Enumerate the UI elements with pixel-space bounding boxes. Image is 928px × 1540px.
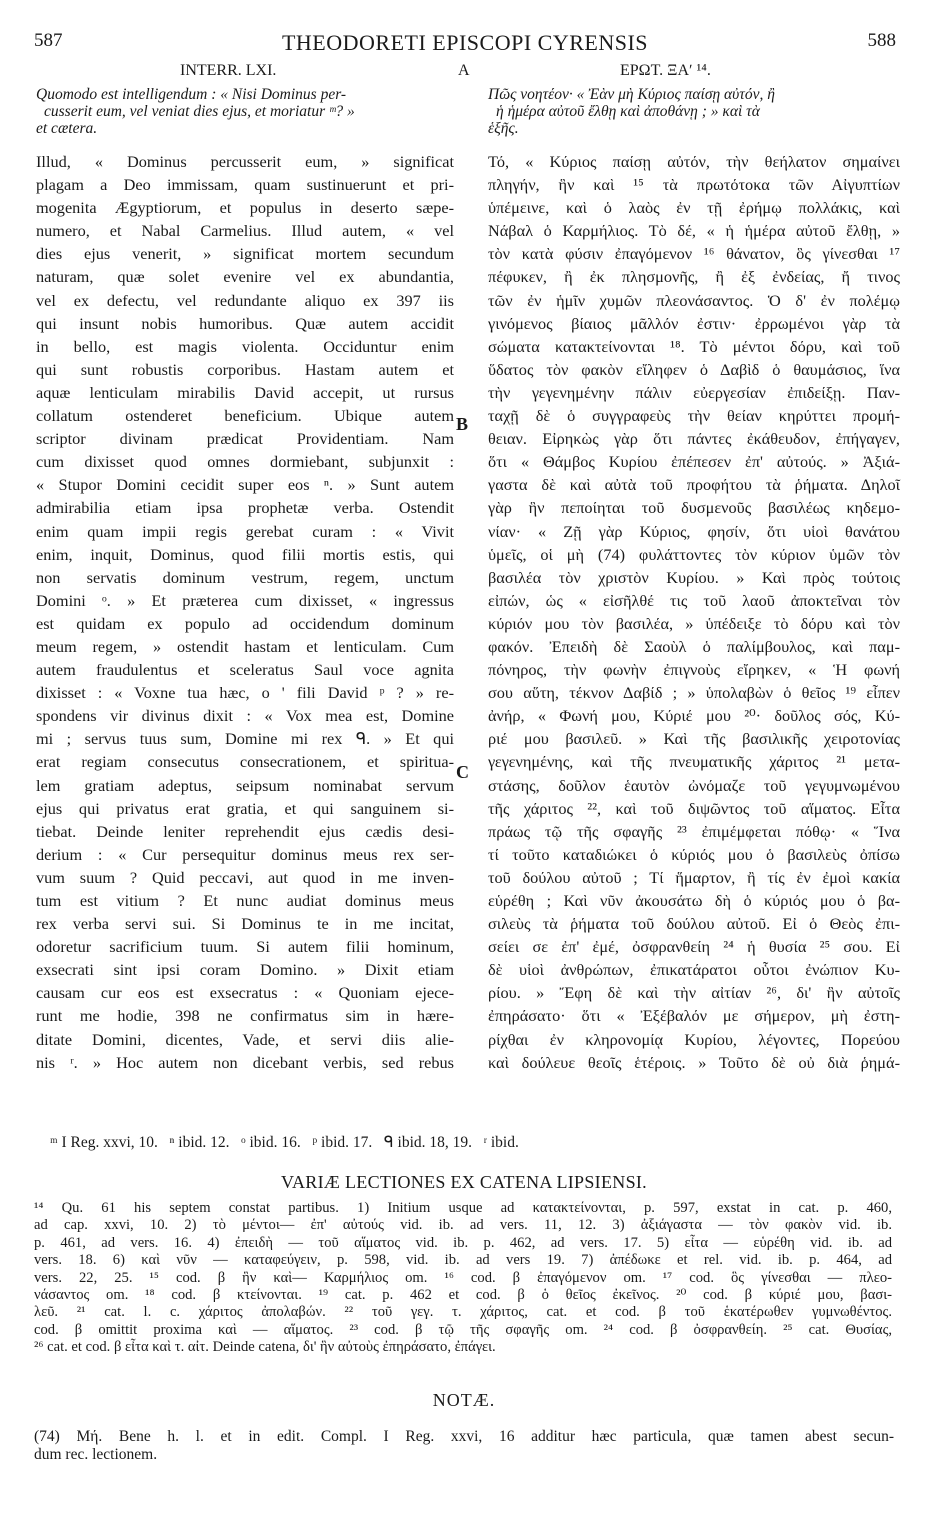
variant-line: vers. 18. 6) καὶ νῦν — καταφεύγειν, p. 598, vid. ib. ad vers 19. 7) ἀπέδωκε et rel. vid. ib. p. 464, ad	[34, 1252, 892, 1269]
left-text-line: numero, et Nabal Carmelius. Illud autem, « vel	[36, 221, 454, 241]
right-text-line: σου αὕτη, τέκνον Δαβίδ ; » ὑπολαβὼν ὁ θεῖος ¹⁹ εἶπεν	[488, 683, 900, 703]
left-question-heading: INTERR. LXI.	[180, 62, 277, 79]
note-line: dum rec. lectionem.	[34, 1446, 158, 1463]
left-text-line: qui insunt nobis humoribus. Quæ autem accidit	[36, 313, 454, 333]
right-column-text	[488, 150, 900, 1074]
left-text-line: tiebat. Deinde leniter reprehendit ejus cædis desi-	[36, 821, 454, 841]
left-text-line: mogenita Ægyptiorum, et populus in deserto sæpe-	[36, 198, 454, 218]
right-text-line: ὕδατος τὸν φακὸν εἴληφεν ὁ Δαβὶδ ὁ θαυμάσιος, ἵνα	[488, 359, 900, 379]
left-text-line: spondens vir divinus dixit : « Vox mea est, Domine	[36, 706, 454, 726]
right-text-line: πράως τῷ τῆς σφαγῆς ²³ ἐπιμέμφεται πόθῳ· « Ἵνα	[488, 821, 900, 841]
left-text-line: vum suum ? Quid peccavi, aut quod in me inven-	[36, 867, 454, 887]
left-text-line: enim quam impii regis gerebat curam : « Vivit	[36, 521, 454, 541]
right-text-line: εἰπών, ὡς « εἰσῆλθέ τις τοῦ λαοῦ ἀποκτεῖναι τὸν	[488, 590, 900, 610]
right-text-line: τὸν κατὰ φύσιν ἐπαγόμενον ¹⁶ θάνατον, ὃς γίνεσθαι ¹⁷	[488, 244, 900, 264]
left-text-line: nis ʳ. » Hoc autem non dicebant verbis, sed rebus	[36, 1052, 454, 1072]
left-text-line: ditate Domini, dicentes, Vade, et servi diis alie-	[36, 1029, 454, 1049]
left-text-line: autem fraudulentus et sceleratus Saul voce agnita	[36, 660, 454, 680]
left-text-line: runt me hodie, 398 ne confirmatus sim in hære-	[36, 1006, 454, 1026]
right-query-line: ἡ ἡμέρα αὐτοῦ ἔλθῃ καὶ ἀποθάνῃ ; » καὶ τὰ	[496, 103, 760, 120]
left-text-line: scriptor divinam prædicat Providentiam. Nam	[36, 429, 454, 449]
left-text-line: tum est vitium ? Et nunc audiat dominus meus	[36, 891, 454, 910]
right-text-line: καὶ δούλευε θεοῖς ἑτέροις. » Τοῦτο δὲ οὐ διὰ ῥημά-	[488, 1052, 900, 1072]
right-query	[488, 86, 900, 137]
right-text-line: εὑρέθη ; Καὶ νῦν ἀκουσάτω δὴ ὁ κύριός μου ὁ βα-	[488, 891, 900, 910]
left-text-line: est quidam ex populo ad occidendum dominum	[36, 613, 454, 633]
left-text-line: lem gratiam adeptus, seipsum nominabat servum	[36, 775, 454, 795]
left-text-line: dixisset : « Voxne tua hæc, o ' fili David ᵖ ? » re-	[36, 683, 454, 703]
left-text-line: mi ; servus tuus sum, Domine mi rex ᑫ. » Et qui	[36, 729, 454, 749]
column-marker-c: C	[456, 762, 469, 782]
right-text-line: τοῦ δούλου αὐτοῦ ; Τί ἥμαρτον, ἢ τίς ἐν ἐμοὶ κακία	[488, 867, 900, 887]
right-text-line: ὑπέμεινε, καὶ ὁ λαὸς ἐν τῇ ἐρήμῳ πολλάκις, καὶ	[488, 198, 900, 218]
right-text-line: ριέ μου βασιλεῦ. » Καὶ τῆς βασιλικῆς χειροτονίας	[488, 729, 900, 749]
left-text-line: dies ejus venerit, » significat mortem secundum	[36, 244, 454, 264]
variant-line: cod. β omittit proxima καὶ — αἵματος. ²³ cod. β τῷ τῆς σφαγῆς om. ²⁴ cod. β ὀσφρανθείη. ²⁵ cat. Θυσίας,	[34, 1321, 892, 1338]
right-text-line: ρίου. » Ἔφη δὲ καὶ τὴν αἰτίαν ²⁶, δι' ἣν αὐτοῖς	[488, 983, 900, 1003]
running-header	[34, 30, 896, 60]
variant-line: ¹⁴ Qu. 61 his septem constat partibus. 1) Initium usque ad κατακτείνονται, p. 597, exstat in cat. p. 460,	[34, 1200, 892, 1216]
right-text-line: νίαν· « Ζῇ γὰρ Κύριος, φησίν, ὅτι υἱοὶ θανάτου	[488, 521, 900, 541]
left-text-line: plagam a Deo immissam, quam sustinuerunt et pri-	[36, 175, 454, 195]
left-query-line: cusserit eum, vel veniat dies ejus, et moriatur ᵐ? »	[44, 103, 355, 120]
left-text-line: Domini ᵒ. » Et præterea cum dixisset, « ingressus	[36, 590, 454, 610]
right-query-line: Πῶς νοητέον· « Ἐὰν μὴ Κύριος παίσῃ αὐτόν, ἢ	[488, 86, 775, 103]
scripture-footnotes: ᵐ I Reg. xxvi, 10. ⁿ ibid. 12. ᵒ ibid. 16. ᵖ ibid. 17. ᑫ ibid. 18, 19. ʳ ibid.	[50, 1134, 519, 1151]
left-text-line: vel ex defectu, vel redundante aliquo ex 397 iis	[36, 290, 454, 310]
left-text-line: admirabilia etiam ipsa prophetæ verba. Ostendit	[36, 498, 454, 518]
right-text-line: γινόμενος βίαιος μᾶλλόν ἐστιν· ἐρρωμένοι γὰρ τὰ	[488, 313, 900, 333]
variant-line: νάσαντος om. ¹⁸ cod. β κτείνονται. ¹⁹ cat. p. 462 et cod. β ὁ θεῖος ἐκεῖνος. ²⁰ cod. β κύριέ μου, βασι-	[34, 1287, 892, 1304]
right-text-line: δὲ υἱοὶ ἀνθρώπων, ἐπικατάρατοι οὗτοι ἐνώπιον Κυ-	[488, 960, 900, 980]
right-text-line: θειαν. Εἰρηκὼς γὰρ ὅτι πάντες ἐκάθευδον, ἐπήγαγεν,	[488, 429, 900, 449]
right-text-line: τῶν ἐν ἡμῖν χυμῶν πλεονάσαντος. Ὁ δ' ἐν πολέμῳ	[488, 290, 900, 310]
right-text-line: γαστα δὲ καὶ αὐτὰ τοῦ προφήτου τὰ ῥήματα. Δηλοῖ	[488, 475, 900, 495]
right-text-line: κύριόν μου τὸν βασιλέα, » ὑπέδειξε τὸ δόρυ καὶ τὸν	[488, 613, 900, 633]
column-marker-b: B	[456, 414, 469, 434]
left-text-line: « Stupor Domini cecidit super eos ⁿ. » Sunt autem	[36, 475, 454, 495]
left-query-line: et cætera.	[36, 120, 98, 137]
right-text-line: φακόν. Ἐπειδὴ δὲ Σαοὺλ ὁ παλίμβουλος, καὶ παμ-	[488, 636, 900, 656]
right-text-line: ὑμεῖς, οἱ μὴ (74) φυλάττοντες τὸν κύριον ὑμῶν τὸν	[488, 544, 900, 564]
right-text-line: σείει σε ἐπ' ἐμέ, ὀσφρανθείη ²⁴ ἡ θυσία ²⁵ σου. Εἰ	[488, 937, 900, 957]
variant-line: p. 461, ad vers. 16. 4) ἐπειδὴ — τοῦ αἵματος vid. ib. p. 462, ad vers. 17. 5) εἶτα — εὑρέθη vid. ib. ad	[34, 1234, 892, 1251]
left-column-text	[36, 150, 454, 1074]
variae-lectiones-heading: VARIÆ LECTIONES EX CATENA LIPSIENSI.	[281, 1172, 647, 1192]
variant-line: ad cap. xxvi, 10. 2) τὸ μέντοι— ἐπ' αὐτούς vid. ib. ad vers. 11, 12. 3) ἀξιάγαστα — τὸν φακὸν vid. ib.	[34, 1217, 892, 1234]
left-text-line: meum regem, » ostendit hastam et lenticulam. Cum	[36, 636, 454, 656]
left-text-line: aquæ lenticulam mirabilis David accepit, ut rursus	[36, 382, 454, 402]
left-text-line: naturam, quæ solet evenire vel ex abundantia,	[36, 267, 454, 287]
right-text-line: τί τοῦτο καταδιώκει ὁ κύριός μου ὁ βασιλεὺς ὀπίσω	[488, 844, 900, 864]
left-text-line: odoretur sacrificium tuum. Si autem filii hominum,	[36, 937, 454, 957]
variant-line: vers. 22, 25. ¹⁵ cod. β ἣν καὶ— Καρμήλιος om. ¹⁶ cod. β ἐπαγόμενον om. ¹⁷ cod. ὃς γίνεσθαι — πλεο-	[34, 1269, 892, 1286]
variant-line: ²⁶ cat. et cod. β εἶτα καὶ τ. αἰτ. Deinde catena, δι' ἣν αὐτοὺς ἐπηράσατο, ἐπάγει.	[34, 1339, 496, 1356]
right-text-line: ρίχθαι ἐν κληρονομίᾳ Κυρίου, λέγοντες, Πορεύου	[488, 1029, 900, 1049]
left-query	[36, 86, 454, 137]
right-text-line: τῆς χάριτος ²², καὶ τοῦ διψῶντος τοῦ αἵματος. Εἶτα	[488, 798, 900, 818]
left-text-line: cum dixisset quod omnes dormiebant, subjunxit :	[36, 452, 454, 472]
left-text-line: erat regiam consecutus consecrationem, et spiritua-	[36, 752, 454, 772]
notae-heading: NOTÆ.	[432, 1390, 496, 1410]
column-marker-a: A	[458, 62, 470, 79]
right-text-line: σιλεὺς τὰ ῥήματα τοῦ δούλου αὐτοῦ. Εἰ ὁ Θεὸς ἐπι-	[488, 914, 900, 934]
right-question-heading: ΕΡΩΤ. ΞΑʹ ¹⁴.	[620, 62, 711, 79]
right-text-line: γεγενημένης, καὶ τῆς πνευματικῆς χάριτος ²¹ μετα-	[488, 752, 900, 772]
right-text-line: ἀνήρ, « Φωνή μου, Κύριέ μου ²⁰· δοῦλος σός, Κύ-	[488, 706, 900, 726]
notae-text	[34, 1428, 894, 1464]
variae-lectiones-text	[34, 1200, 892, 1357]
left-text-line: Illud, « Dominus percusserit eum, » significat	[36, 152, 454, 171]
right-text-line: πόνηρος, τὴν φωνὴν ἐπιγνοὺς εἴρηκεν, « Ἡ φωνή	[488, 660, 900, 680]
left-text-line: derium : « Cur persequitur dominus meus rex ser-	[36, 844, 454, 864]
left-text-line: collatum ostenderet beneficium. Ubique autem	[36, 406, 454, 426]
left-text-line: causam cur eos est exsecratus : « Quoniam ejece-	[36, 983, 454, 1003]
right-text-line: ἐπηράσατο· ὅτι « Ἐξέβαλόν με σήμερον, μὴ ἐστη-	[488, 1006, 900, 1026]
note-line: (74) Μή. Bene h. l. et in edit. Compl. I Reg. xxvi, 16 additur hæc particula, quæ tamen abest secun-	[34, 1428, 894, 1445]
left-text-line: non servatis dominum vestrum, regem, unctum	[36, 567, 454, 587]
left-query-line: Quomodo est intelligendum : « Nisi Dominus per-	[36, 86, 347, 103]
right-query-line: ἑξῆς.	[488, 120, 519, 137]
right-text-line: γὰρ ἣν πεποίηται τοῦ δυσμενοῦς βασιλέως κηδεμο-	[488, 498, 900, 518]
left-text-line: qui sunt robustis corporibus. Hastam autem et	[36, 359, 454, 379]
right-text-line: Νάβαλ ὁ Καρμήλιος. Τὸ δέ, « ἡ ἡμέρα αὐτοῦ ἔλθῃ, »	[488, 221, 900, 241]
page-number-left: 587	[34, 30, 63, 51]
left-text-line: rex verba servi sui. Si Dominus te in me incitat,	[36, 914, 454, 934]
left-text-line: exsecrati sint ipsi coram Domino. » Dixit etiam	[36, 960, 454, 980]
left-text-line: ejus qui privatus erat gratia, et qui sanguinem si-	[36, 798, 454, 818]
right-text-line: στάσης, δοῦλον ἑαυτὸν ὠνόμαζε τοῦ γεγυμνωμένου	[488, 775, 900, 795]
right-text-line: πέφυκεν, ἢ ἐκ πλησμονῆς, ἢ ἐξ ἐνδείας, ἤ τινος	[488, 267, 900, 287]
right-text-line: Τό, « Κύριος παίσῃ αὐτόν, τὴν θεήλατον σημαίνει	[488, 152, 900, 171]
right-text-line: βασιλέα τὸν χριστὸν Κυρίου. » Καὶ πρὸς τούτοις	[488, 567, 900, 587]
right-text-line: πληγήν, ἣν καὶ ¹⁵ τὰ πρωτότοκα τῶν Αἰγυπτίων	[488, 175, 900, 195]
right-text-line: τὴν γεγενημένην πάλιν εὐεργεσίαν ἐπιδείξῃ. Παν-	[488, 382, 900, 402]
running-title: THEODORETI EPISCOPI CYRENSIS	[281, 30, 649, 55]
page-number-right: 588	[867, 30, 896, 51]
right-text-line: ὅτι « Θάμβος Κυρίου ἐπέπεσεν ἐπ' αὐτούς. » Ἀξιά-	[488, 452, 900, 472]
variant-line: λεῦ. ²¹ cat. l. c. χάριτος ἀπολαβών. ²² τοῦ γεγ. τ. χάριτος, cat. et cod. β τοῦ ἑκατέρωθεν γυμνωθέντος.	[34, 1304, 892, 1321]
right-text-line: ταχῇ δὲ ὁ συγγραφεὺς τὴν θείαν κηρύττει προμή-	[488, 406, 900, 426]
left-text-line: enim, inquit, Dominus, quod filii mortis estis, qui	[36, 544, 454, 564]
right-text-line: σώματα κατακτείνονται ¹⁸. Τὸ μέντοι δόρυ, καὶ τοῦ	[488, 336, 900, 356]
left-text-line: in bello, est magis violenta. Occiduntur enim	[36, 336, 454, 356]
